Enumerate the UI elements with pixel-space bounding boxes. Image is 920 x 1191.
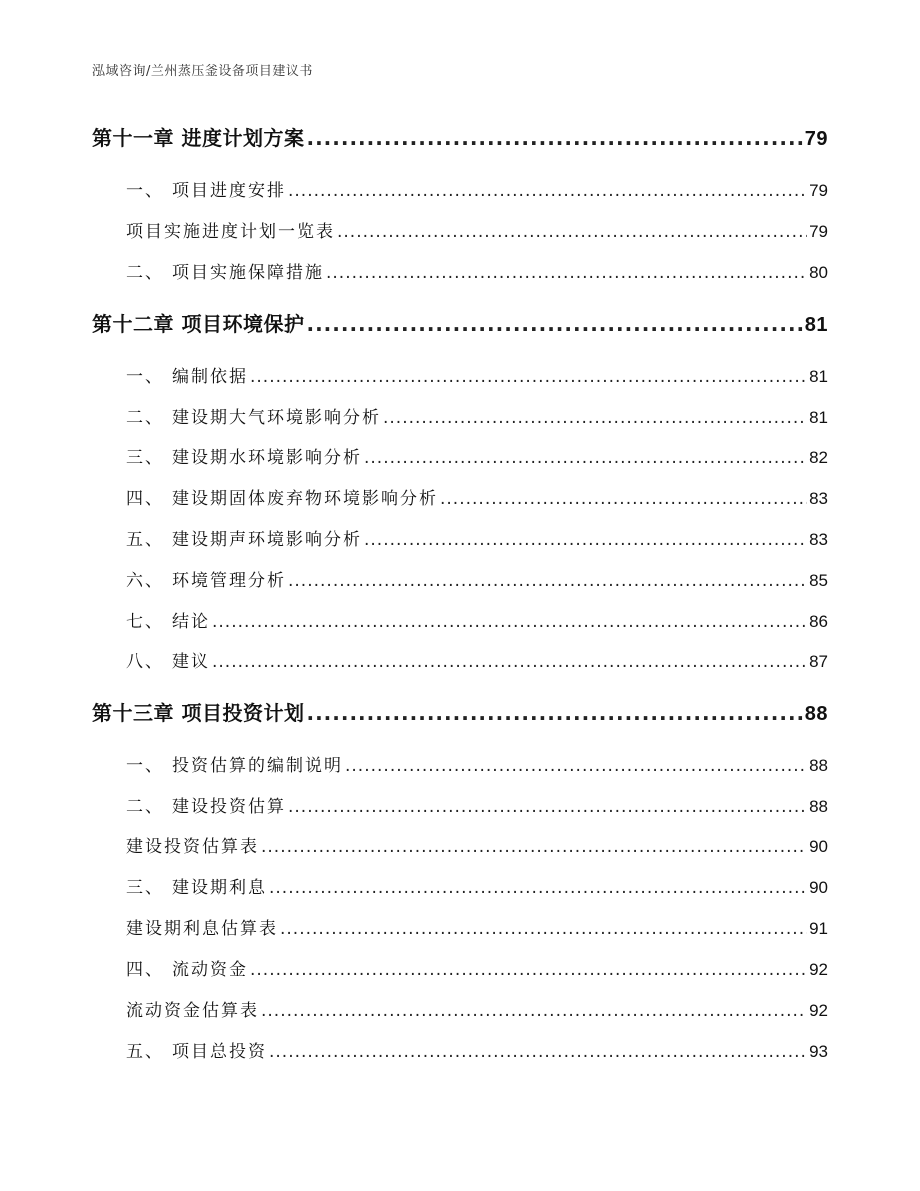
toc-leader-dots [288,571,807,591]
toc-page-number: 92 [809,960,828,979]
toc-section[interactable] [126,443,828,468]
toc-page-number: 86 [809,612,828,631]
toc-entry-label: 建设投资估算 [172,797,286,817]
toc-leader-dots [383,408,807,428]
toc-leader-dots [288,797,807,817]
toc-page-number: 80 [809,263,828,282]
toc-leader-dots [337,222,807,242]
toc-section[interactable] [126,607,828,632]
toc-entry-label: 建设期声环境影响分析 [172,530,362,550]
toc-entry-label: 项目进度安排 [172,181,286,201]
toc-page-number: 90 [809,878,828,897]
toc-entry-label: 建设期利息估算表 [126,919,278,939]
toc-entry-label: 流动资金 [172,960,248,980]
toc-section-number: 四、 [126,489,164,509]
toc-entry-label: 建设期水环境影响分析 [172,448,362,468]
toc-entry-label: 建议 [172,652,210,672]
toc-entry-label: 第十三章 项目投资计划 [92,701,305,725]
toc-entry-label: 项目实施保障措施 [172,263,324,283]
toc-entry-label: 投资估算的编制说明 [172,756,343,776]
toc-section[interactable] [126,566,828,591]
toc-page-number: 88 [809,756,828,775]
toc-leader-dots [364,530,807,550]
toc-section-number: 四、 [126,960,164,980]
toc-leader-dots [288,181,807,201]
toc-page-number: 91 [809,919,828,938]
toc-entry-label: 编制依据 [172,367,248,387]
toc-section-number: 五、 [126,1042,164,1062]
toc-leader-dots [212,652,807,672]
toc-entry-label: 结论 [172,612,210,632]
toc-leader-dots [326,263,807,283]
toc-page-number: 82 [809,448,828,467]
toc-page-number: 88 [809,797,828,816]
toc-section[interactable] [126,792,828,817]
toc-leader-dots [269,1042,807,1062]
toc-page-number: 79 [804,128,828,150]
toc-section-number: 八、 [126,652,164,672]
toc-page-number: 83 [809,530,828,549]
toc-page-number: 93 [809,1042,828,1061]
toc-section[interactable] [126,525,828,550]
toc-entry-label: 建设期固体废弃物环境影响分析 [172,489,438,509]
toc-leader-dots [212,612,807,632]
toc-section[interactable] [126,176,828,201]
toc-section-number: 二、 [126,408,164,428]
toc-page-number: 85 [809,571,828,590]
toc-page-number: 79 [809,181,828,200]
toc-entry-label: 流动资金估算表 [126,1001,259,1021]
toc-section[interactable] [126,751,828,776]
toc-section[interactable] [126,484,828,509]
toc-entry-label: 建设投资估算表 [126,837,259,857]
toc-entry-label: 建设期利息 [172,878,267,898]
toc-section[interactable] [126,403,828,428]
toc-leader-dots [306,126,802,150]
toc-leader-dots [261,837,807,857]
toc-page-number: 90 [809,837,828,856]
toc-page-number: 79 [809,222,828,241]
toc-table-entry[interactable] [126,996,828,1021]
toc-leader-dots [440,489,807,509]
toc-section[interactable] [126,362,828,387]
toc-section[interactable] [126,1037,828,1062]
toc-page-number: 83 [809,489,828,508]
toc-entry-label: 项目总投资 [172,1042,267,1062]
toc-section-number: 一、 [126,181,164,201]
toc-leader-dots [306,312,802,336]
running-header: 泓域咨询/兰州蒸压釜设备项目建议书 [92,64,313,79]
toc-leader-dots [261,1001,807,1021]
toc-entry-label: 第十二章 项目环境保护 [92,312,305,336]
toc-table-entry[interactable] [126,217,828,242]
toc-chapter-13[interactable] [92,697,828,726]
toc-section-number: 三、 [126,448,164,468]
toc-section-number: 七、 [126,612,164,632]
toc-leader-dots [280,919,807,939]
toc-section-number: 五、 [126,530,164,550]
toc-entry-label: 第十一章 进度计划方案 [92,126,305,150]
toc-section-number: 六、 [126,571,164,591]
toc-page-number: 88 [804,703,828,725]
toc-leader-dots [269,878,807,898]
toc-entry-label: 环境管理分析 [172,571,286,591]
toc-section-number: 一、 [126,756,164,776]
toc-page-number: 87 [809,652,828,671]
toc-page-number: 92 [809,1001,828,1020]
toc-leader-dots [250,367,807,387]
toc-page-number: 81 [809,408,828,427]
toc-leader-dots [364,448,807,468]
toc-section-number: 一、 [126,367,164,387]
toc-section[interactable] [126,258,828,283]
toc-section[interactable] [126,647,828,672]
toc-section-number: 三、 [126,878,164,898]
toc-leader-dots [306,701,802,725]
toc-table-entry[interactable] [126,914,828,939]
toc-section[interactable] [126,955,828,980]
toc-leader-dots [345,756,807,776]
toc-entry-label: 建设期大气环境影响分析 [172,408,381,428]
toc-chapter-11[interactable] [92,122,828,151]
toc-table-entry[interactable] [126,832,828,857]
toc-page-number: 81 [809,367,828,386]
toc-section-number: 二、 [126,797,164,817]
toc-chapter-12[interactable] [92,308,828,337]
toc-section-number: 二、 [126,263,164,283]
toc-section[interactable] [126,873,828,898]
toc-leader-dots [250,960,807,980]
toc-page-number: 81 [804,314,828,336]
toc-entry-label: 项目实施进度计划一览表 [126,222,335,242]
